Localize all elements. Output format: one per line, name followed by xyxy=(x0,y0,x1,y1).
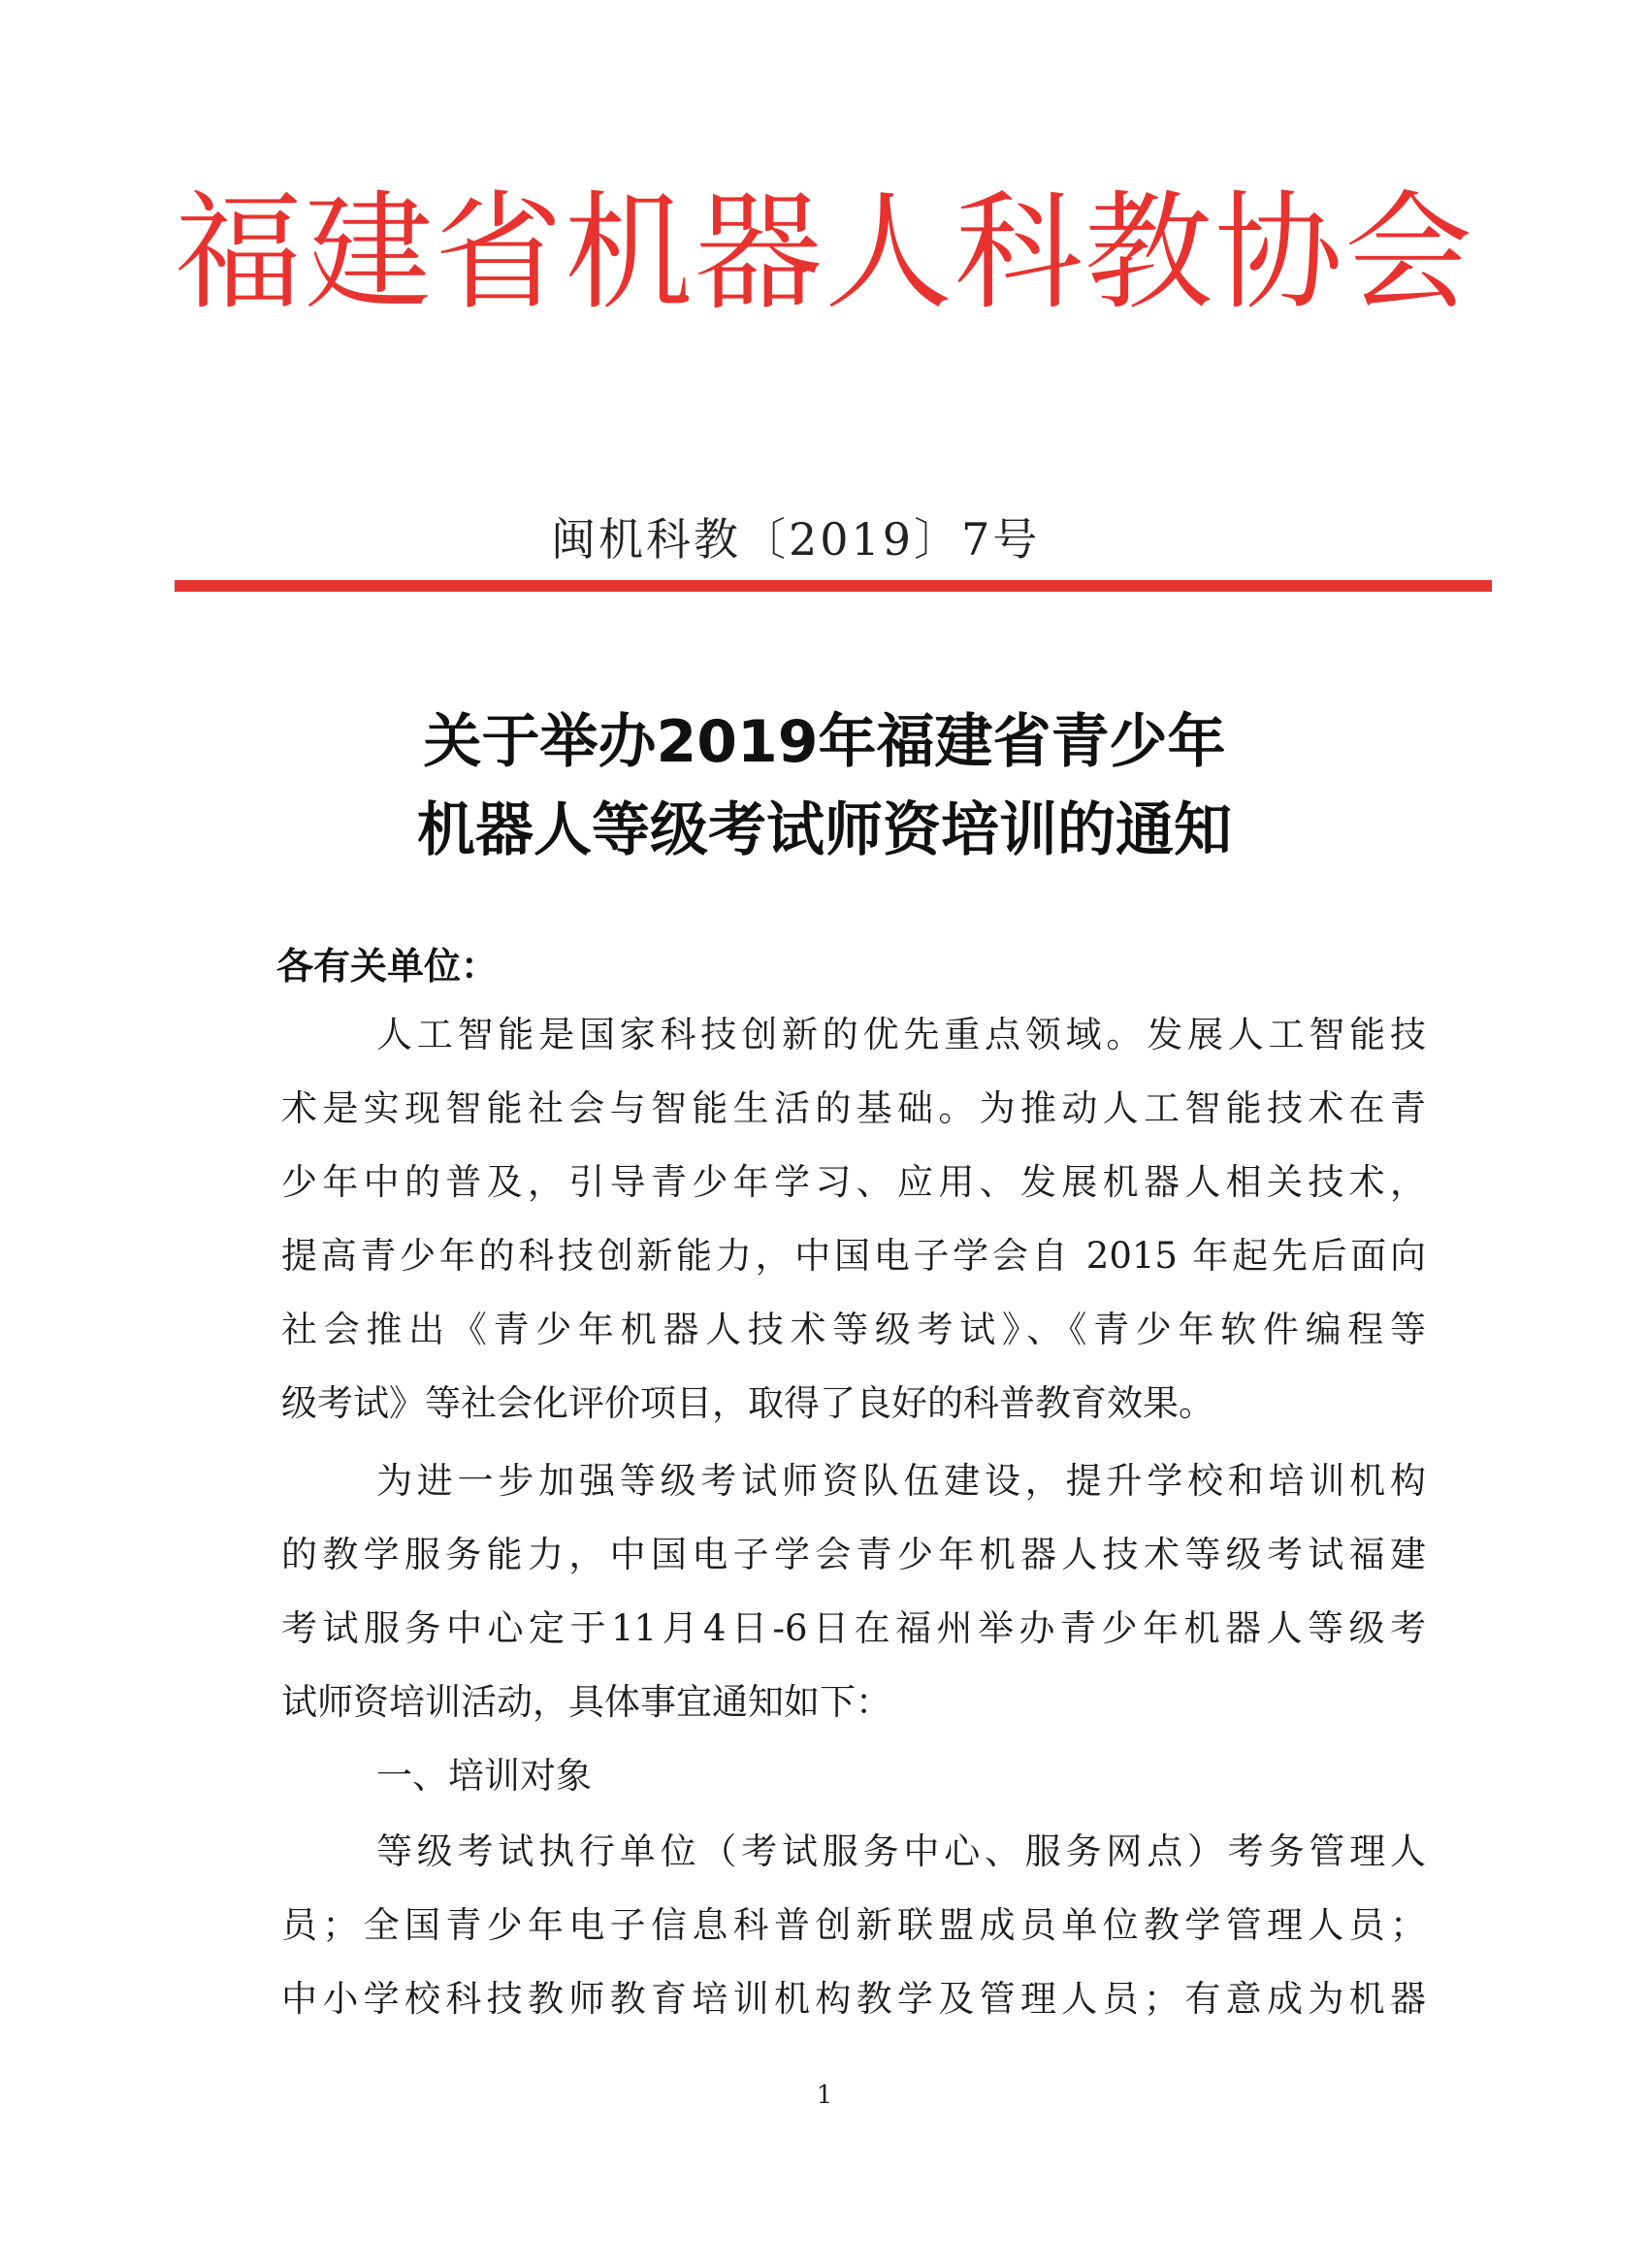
notice-title-line-2: 机器人等级考试师资培训的通知 xyxy=(417,796,1232,864)
body-line: 提高青少年的科技创新能力，中国电子学会自 2015 年起先后面向 xyxy=(281,1235,1426,1277)
body-line: 考试服务中心定于11月4日-6日在福州举办青少年机器人等级考 xyxy=(281,1607,1426,1649)
body-line: 员；全国青少年电子信息科普创新联盟成员单位教学管理人员； xyxy=(281,1904,1426,1946)
notice-title-line-1: 关于举办2019年福建省青少年 xyxy=(423,708,1226,776)
body-line: 级考试》等社会化评价项目，取得了良好的科普教育效果。 xyxy=(281,1382,1214,1424)
body-line: 中小学校科技教师教育培训机构教学及管理人员；有意成为机器 xyxy=(281,1978,1426,2020)
document-number: 闽机科教〔2019〕7号 xyxy=(551,513,1041,566)
letterhead-title: 福建省机器人科教协会 xyxy=(175,178,1474,328)
red-divider-line xyxy=(175,580,1492,592)
page-number: 1 xyxy=(816,2081,833,2110)
body-line: 人工智能是国家科技创新的优先重点领域。发展人工智能技 xyxy=(376,1014,1426,1055)
body-line: 等级考试执行单位（考试服务中心、服务网点）考务管理人 xyxy=(376,1831,1426,1872)
section-heading: 一、培训对象 xyxy=(376,1755,592,1797)
body-line: 少年中的普及，引导青少年学习、应用、发展机器人相关技术， xyxy=(281,1161,1426,1203)
body-line: 术是实现智能社会与智能生活的基础。为推动人工智能技术在青 xyxy=(281,1087,1426,1129)
addressee: 各有关单位： xyxy=(276,945,499,988)
body-line: 试师资培训活动，具体事宜通知如下： xyxy=(281,1681,891,1723)
body-line: 的教学服务能力，中国电子学会青少年机器人技术等级考试福建 xyxy=(281,1534,1426,1575)
body-line: 社会推出《青少年机器人技术等级考试》、《青少年软件编程等 xyxy=(281,1309,1426,1350)
body-line: 为进一步加强等级考试师资队伍建设，提升学校和培训机构 xyxy=(376,1460,1426,1502)
